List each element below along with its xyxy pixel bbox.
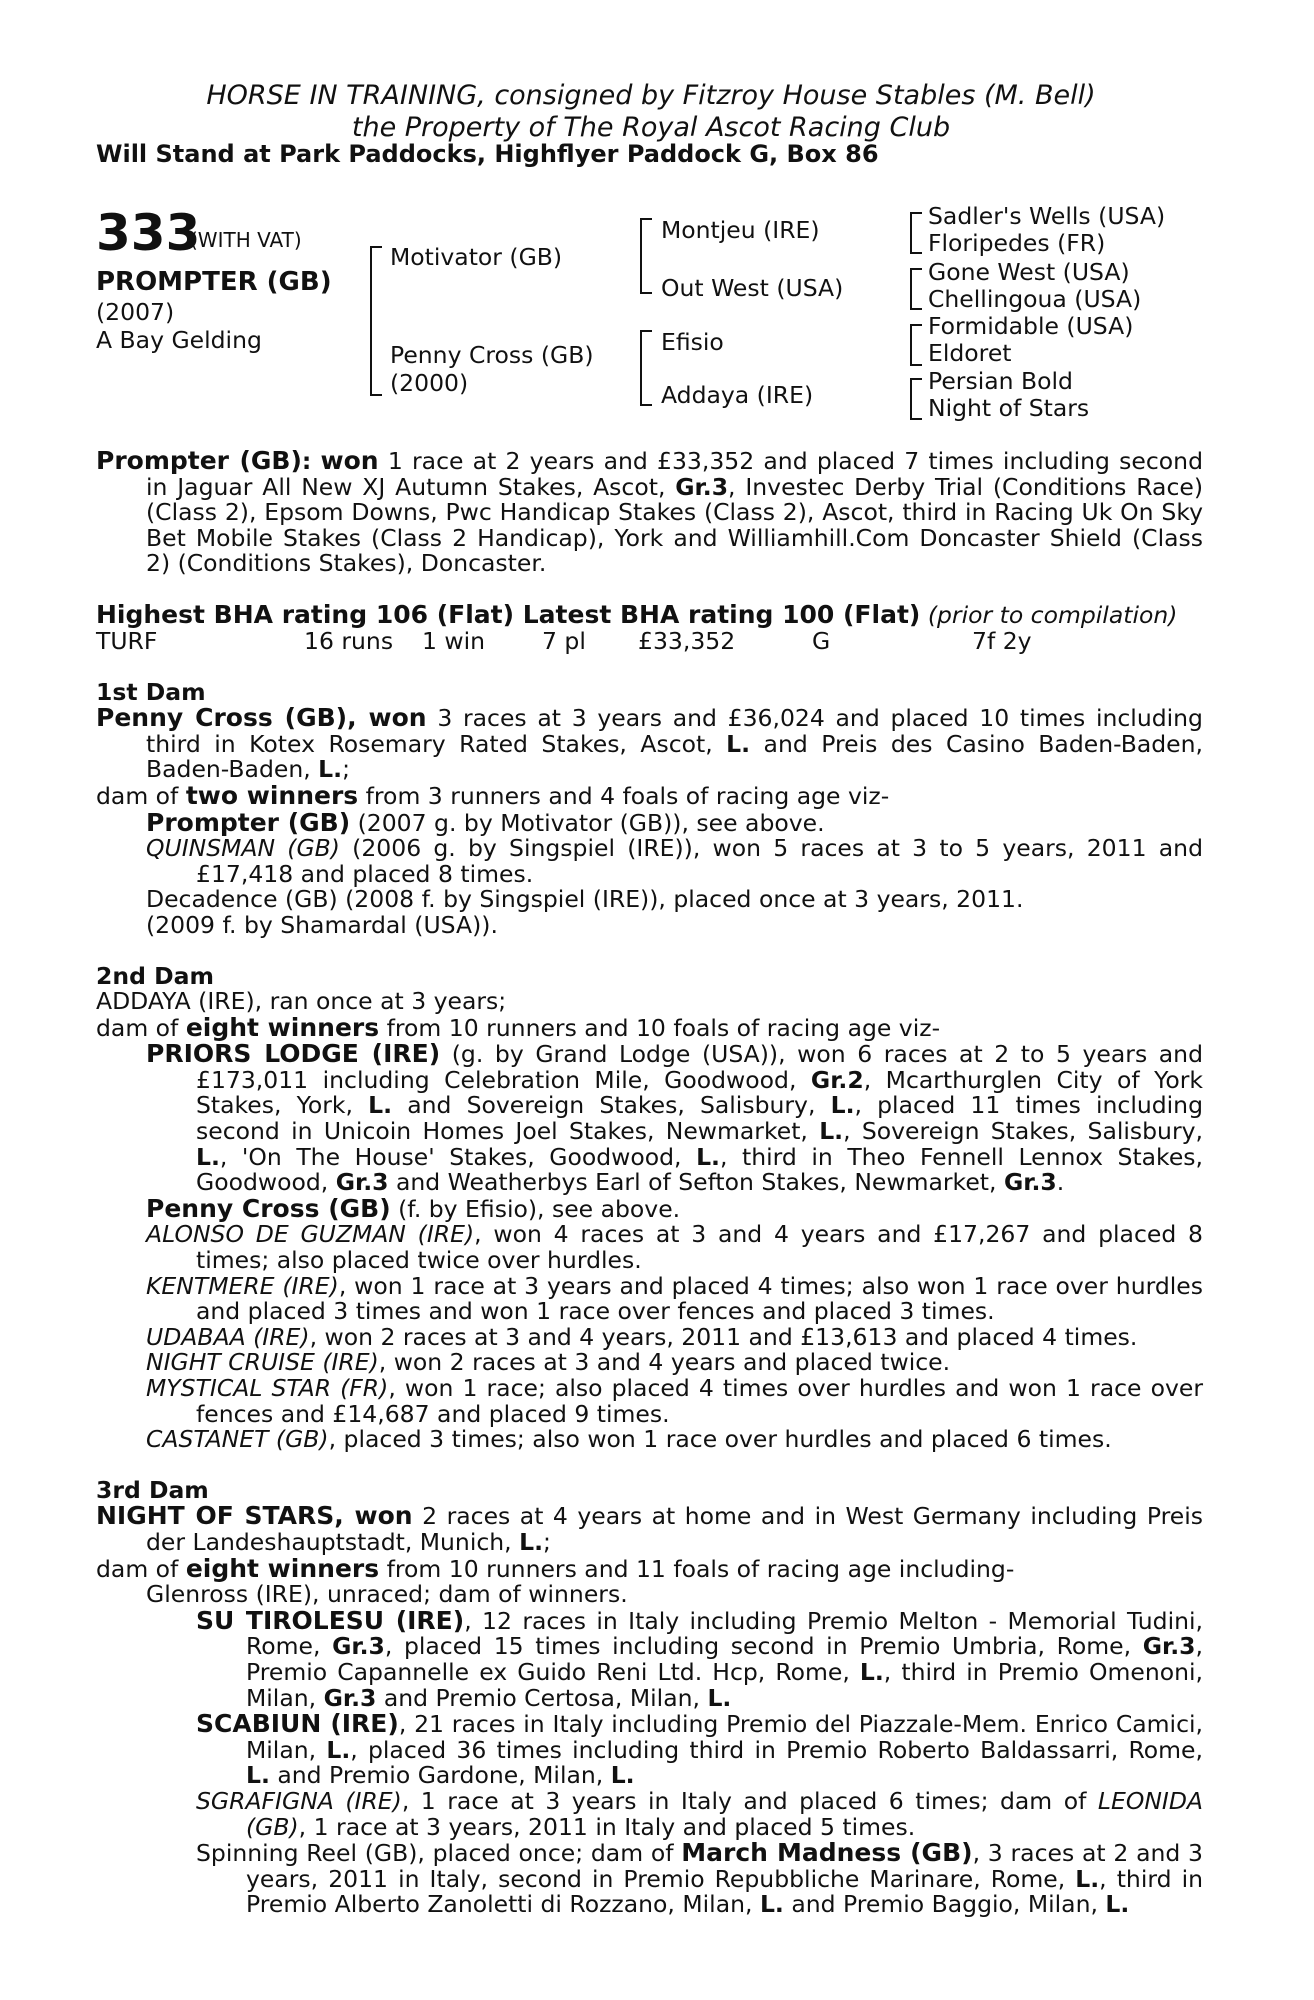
produce-mystical-star: MYSTICAL STAR (FR), won 1 race; also placed 4 times over hurdles and won 1 race over fences and £14,687 and placed 9 times. — [146, 1374, 1203, 1428]
catalogue-body — [96, 448, 1203, 1918]
horse-year: (2007) — [96, 298, 175, 326]
pedigree-dam-year: (2000) — [390, 369, 469, 397]
second-dam-record: ADDAYA (IRE), ran once at 3 years; — [96, 987, 507, 1016]
produce-sgrafigna: SGRAFIGNA (IRE), 1 race at 3 years in Italy and placed 6 times; dam of LEONIDA (GB), 1 race at 3 years, 2011 in Italy and placed 5 times. — [196, 1786, 1203, 1841]
lot-vat: (WITH VAT) — [190, 228, 302, 252]
pedigree-g3: Gone West (USA) — [928, 258, 1130, 286]
produce-quinsman: QUINSMAN (GB) (2006 g. by Singspiel (IRE)), won 5 races at 3 to 5 years, 2011 and £17,418 and placed 8 times. — [146, 834, 1203, 888]
turf-record: TURF 16 runs 1 win 7 pl £33,352 G 7f 2y — [96, 626, 1032, 655]
produce-penny-cross: Penny Cross (GB) (f. by Efisio), see above. — [146, 1193, 681, 1223]
horse-description: A Bay Gelding — [96, 326, 262, 354]
pedigree-g7: Persian Bold — [928, 367, 1073, 395]
produce-castanet: CASTANET (GB), placed 3 times; also won 1 race over hurdles and placed 6 times. — [146, 1425, 1112, 1454]
third-dam-heading: 3rd Dam — [96, 1475, 209, 1504]
produce-decadence: Decadence (GB) (2008 f. by Singspiel (IRE)), placed once at 3 years, 2011. — [146, 885, 1024, 914]
horse-name: PROMPTER (GB) — [96, 267, 332, 297]
bha-rating: Highest BHA rating 106 (Flat) Latest BHA rating 100 (Flat) (prior to compilation) — [96, 599, 1178, 629]
pedigree-dam-sire: Efisio — [661, 328, 724, 356]
pedigree-g5: Formidable (USA) — [928, 312, 1134, 340]
horse-record: Prompter (GB): won 1 race at 2 years and £33,352 and placed 7 times including second in Jaguar All New XJ Autumn Stakes, Ascot, Gr.3, Investec Derby Trial (Conditions Race) (Class 2), Epsom Downs, Pwc Handicap Stakes (Class 2), Ascot, third in Racing Uk On Sky Bet Mobile Stakes (Class 2 Handicap), York and Williamhill.Com Doncaster Shield (Class 2) (Conditions Stakes), Doncaster. — [96, 446, 1204, 578]
second-dam-heading: 2nd Dam — [96, 961, 214, 990]
produce-prompter: Prompter (GB) (2007 g. by Motivator (GB)), see above. — [146, 807, 825, 837]
pedigree-g6: Eldoret — [928, 339, 1012, 367]
pedigree-g8: Night of Stars — [928, 394, 1090, 422]
first-dam-heading: 1st Dam — [96, 677, 206, 706]
produce-alonso-de-guzman: ALONSO DE GUZMAN (IRE), won 4 races at 3 and 4 years and £17,267 and placed 8 times; also placed twice over hurdles. — [146, 1220, 1203, 1275]
pedigree-dam: Penny Cross (GB) — [390, 341, 594, 369]
first-dam-record: Penny Cross (GB), won 3 races at 3 years and £36,024 and placed 10 times including third in Kotex Rosemary Rated Stakes, Ascot, L. and Preis des Casino Baden-Baden, Baden-Baden, L.; — [96, 703, 1203, 784]
pedigree-bracket-g3 — [910, 324, 922, 366]
pedigree-dam-dam: Addaya (IRE) — [661, 381, 814, 409]
produce-spinning-reel: Spinning Reel (GB), placed once; dam of March Madness (GB), 3 races at 2 and 3 years, 2011 in Italy, second in Premio Repubbliche Marinare, Rome, L., third in Premio Alberto Zanoletti di Rozzano, Milan, L. and Premio Baggio, Milan, L. — [196, 1838, 1203, 1919]
lot-number: 333 — [96, 204, 201, 262]
pedigree-sire: Motivator (GB) — [390, 243, 563, 271]
pedigree-bracket-main — [370, 246, 382, 396]
pedigree-bracket-sire — [640, 218, 652, 294]
second-dam-produce: dam of eight winners from 10 runners and 10 foals of racing age viz- — [96, 1012, 941, 1042]
pedigree-sire-dam: Out West (USA) — [661, 274, 844, 302]
produce-kentmere: KENTMERE (IRE), won 1 race at 3 years and placed 4 times; also won 1 race over hurdles and placed 3 times and won 1 race over fences and placed 3 times. — [146, 1271, 1203, 1326]
pedigree-bracket-g1 — [910, 212, 922, 254]
produce-scabiun: SCABIUN (IRE), 21 races in Italy including Premio del Piazzale-Mem. Enrico Camici, Milan, L., placed 36 times including third in Premio Roberto Baldassarri, Rome, L. and Premio Gardone, Milan, L. — [196, 1709, 1203, 1790]
produce-su-tirolesu: SU TIROLESU (IRE), 12 races in Italy including Premio Melton - Memorial Tudini, Rome, Gr.3, placed 15 times including second in Premio Umbria, Rome, Gr.3, Premio Capannelle ex Guido Reni Ltd. Hcp, Rome, L., third in Premio Omenoni, Milan, Gr.3 and Premio Certosa, Milan, L. — [196, 1605, 1203, 1712]
pedigree-sire-sire: Montjeu (IRE) — [661, 216, 820, 244]
pedigree-bracket-g4 — [910, 378, 922, 420]
pedigree-g1: Sadler's Wells (USA) — [928, 202, 1166, 230]
produce-glenross: Glenross (IRE), unraced; dam of winners. — [146, 1580, 628, 1609]
header-location: Will Stand at Park Paddocks, Highflyer Paddock G, Box 86 — [96, 140, 879, 168]
first-dam-produce: dam of two winners from 3 runners and 4 foals of racing age viz- — [96, 780, 890, 810]
pedigree-g2: Floripedes (FR) — [928, 229, 1106, 257]
third-dam-produce: dam of eight winners from 10 runners and 11 foals of racing age including- — [96, 1553, 1015, 1583]
produce-priors-lodge: PRIORS LODGE (IRE) (g. by Grand Lodge (USA)), won 6 races at 2 to 5 years and £173,011 including Celebration Mile, Goodwood, Gr.2, Mcarthurglen City of York Stakes, York, L. and Sovereign Stakes, Salisbury, L., placed 11 times including second in Unicoin Homes Joel Stakes, Newmarket, L., Sovereign Stakes, Salisbury, L., 'On The House' Stakes, Goodwood, L., third in Theo Fennell Lennox Stakes, Goodwood, Gr.3 and Weatherbys Earl of Sefton Stakes, Newmarket, Gr.3. — [146, 1039, 1204, 1197]
pedigree-bracket-dam — [640, 330, 652, 406]
produce-udabaa: UDABAA (IRE), won 2 races at 3 and 4 years, 2011 and £13,613 and placed 4 times. — [146, 1322, 1138, 1351]
header-consignor: HORSE IN TRAINING, consigned by Fitzroy House Stables (M. Bell) — [206, 80, 1096, 111]
header-property: the Property of The Royal Ascot Racing Club — [351, 112, 951, 143]
pedigree-g4: Chellingoua (USA) — [928, 285, 1142, 313]
produce-2009-filly: (2009 f. by Shamardal (USA)). — [146, 910, 498, 939]
pedigree-bracket-g2 — [910, 268, 922, 310]
third-dam-record: NIGHT OF STARS, won 2 races at 4 years at home and in West Germany including Preis der Landeshauptstadt, Munich, L.; — [96, 1501, 1204, 1556]
produce-night-cruise: NIGHT CRUISE (IRE), won 2 races at 3 and 4 years and placed twice. — [146, 1348, 951, 1377]
